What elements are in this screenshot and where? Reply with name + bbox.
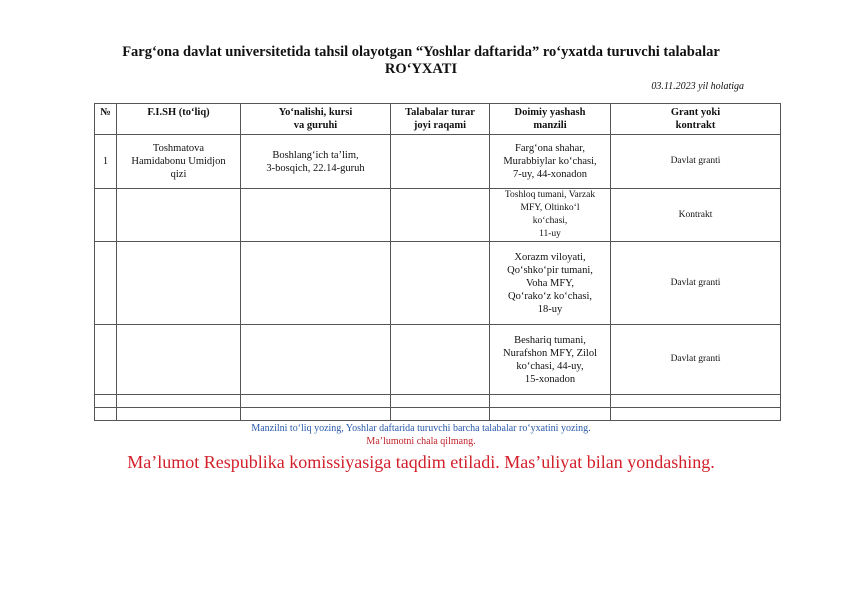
header-fish: F.I.SH (to‘liq) [117, 104, 241, 135]
header-address-line-2: manzili [533, 120, 567, 131]
empty-cell [611, 408, 781, 421]
address-line: Qo‘shko‘pir tumani, [507, 264, 593, 276]
row-fish [117, 325, 241, 395]
address-line: Voha MFY, [525, 277, 575, 289]
note-responsibility: Ma’lumot Respublika komissiyasiga taqdim etiladi. Mas’uliyat bilan yondashing. [127, 452, 715, 472]
student-table [94, 103, 781, 421]
fish-line: Hamidabonu Umidjon [131, 156, 226, 167]
row-grant: Davlat granti [611, 242, 781, 325]
header-room-line-1: Talabalar turar [405, 107, 475, 118]
row-num [95, 189, 117, 242]
empty-cell [117, 408, 241, 421]
header-direction-line-2: va guruhi [293, 120, 338, 131]
empty-cell [241, 408, 391, 421]
title-line-2: RO‘YXATI [384, 61, 458, 77]
table-row [95, 189, 781, 242]
address-line: MFY, Oltinko‘l [520, 203, 580, 213]
empty-cell [490, 408, 611, 421]
row-num: 1 [95, 135, 117, 189]
address-line: Toshloq tumani, Varzak [504, 190, 596, 200]
address-line: Xorazm viloyati, [514, 251, 586, 263]
address-line: Beshariq tumani, [514, 334, 586, 346]
row-grant: Davlat granti [611, 325, 781, 395]
row-grant: Davlat granti [611, 135, 781, 189]
address-line: ko‘chasi, [532, 216, 568, 226]
row-direction [241, 189, 391, 242]
fish-line: Toshmatova [152, 143, 205, 154]
address-line: 7-uy, 44-xonadon [513, 169, 587, 180]
empty-cell [241, 395, 391, 408]
row-fish [117, 135, 241, 189]
header-room [391, 104, 490, 135]
header-grant-line-2: kontrakt [675, 120, 716, 131]
note-fill-address: Manzilni to‘liq yozing, Yoshlar daftarida turuvchi barcha talabalar ro‘yxatini yozing. [251, 423, 591, 434]
table-header-row [95, 104, 781, 135]
empty-cell [117, 395, 241, 408]
row-num [95, 325, 117, 395]
row-fish [117, 242, 241, 325]
row-address [490, 325, 611, 395]
table-row-empty [95, 408, 781, 421]
note-incomplete-warning: Ma’lumotni chala qilmang. [366, 436, 476, 447]
empty-cell [611, 395, 781, 408]
address-line: Farg‘ona shahar, [515, 143, 585, 154]
table-row [95, 325, 781, 395]
header-grant-line-1: Grant yoki [670, 107, 721, 118]
row-room [391, 135, 490, 189]
header-grant [611, 104, 781, 135]
row-direction [241, 242, 391, 325]
address-line: Murabbiylar ko‘chasi, [503, 156, 597, 167]
table-row-empty [95, 395, 781, 408]
empty-cell [391, 408, 490, 421]
row-room [391, 189, 490, 242]
row-direction [241, 325, 391, 395]
address-line: ko‘chasi, 44-uy, [516, 360, 584, 372]
address-line: 18-uy [537, 303, 563, 315]
row-fish [117, 189, 241, 242]
address-line: 11-uy [539, 229, 561, 239]
fish-line: qizi [170, 169, 187, 180]
header-room-line-2: joyi raqami [413, 120, 467, 131]
row-direction [241, 135, 391, 189]
table-row [95, 135, 781, 189]
document-title [0, 44, 842, 78]
row-address [490, 135, 611, 189]
header-num: № [95, 104, 117, 135]
direction-line: Boshlang‘ich ta’lim, [272, 149, 359, 161]
row-grant: Kontrakt [611, 189, 781, 242]
empty-cell [490, 395, 611, 408]
address-line: 15-xonadon [524, 373, 576, 385]
direction-line: 3-bosqich, 22.14-guruh [266, 162, 365, 174]
row-room [391, 242, 490, 325]
header-direction-line-1: Yo‘nalishi, kursi [278, 107, 353, 118]
empty-cell [95, 395, 117, 408]
address-line: Qo‘rako‘z ko‘chasi, [508, 290, 592, 302]
date-note: 03.11.2023 yil holatiga [651, 81, 744, 92]
empty-cell [391, 395, 490, 408]
title-line-1: Farg‘ona davlat universitetida tahsil olayotgan “Yoshlar daftarida” ro‘yxatda turuvchi talabalar [122, 44, 720, 60]
header-address-line-1: Doimiy yashash [514, 107, 586, 118]
header-address [490, 104, 611, 135]
header-direction [241, 104, 391, 135]
table-row [95, 242, 781, 325]
row-num [95, 242, 117, 325]
row-room [391, 325, 490, 395]
row-address [490, 242, 611, 325]
row-address [490, 189, 611, 242]
address-line: Nurafshon MFY, Zilol [502, 347, 598, 359]
empty-cell [95, 408, 117, 421]
